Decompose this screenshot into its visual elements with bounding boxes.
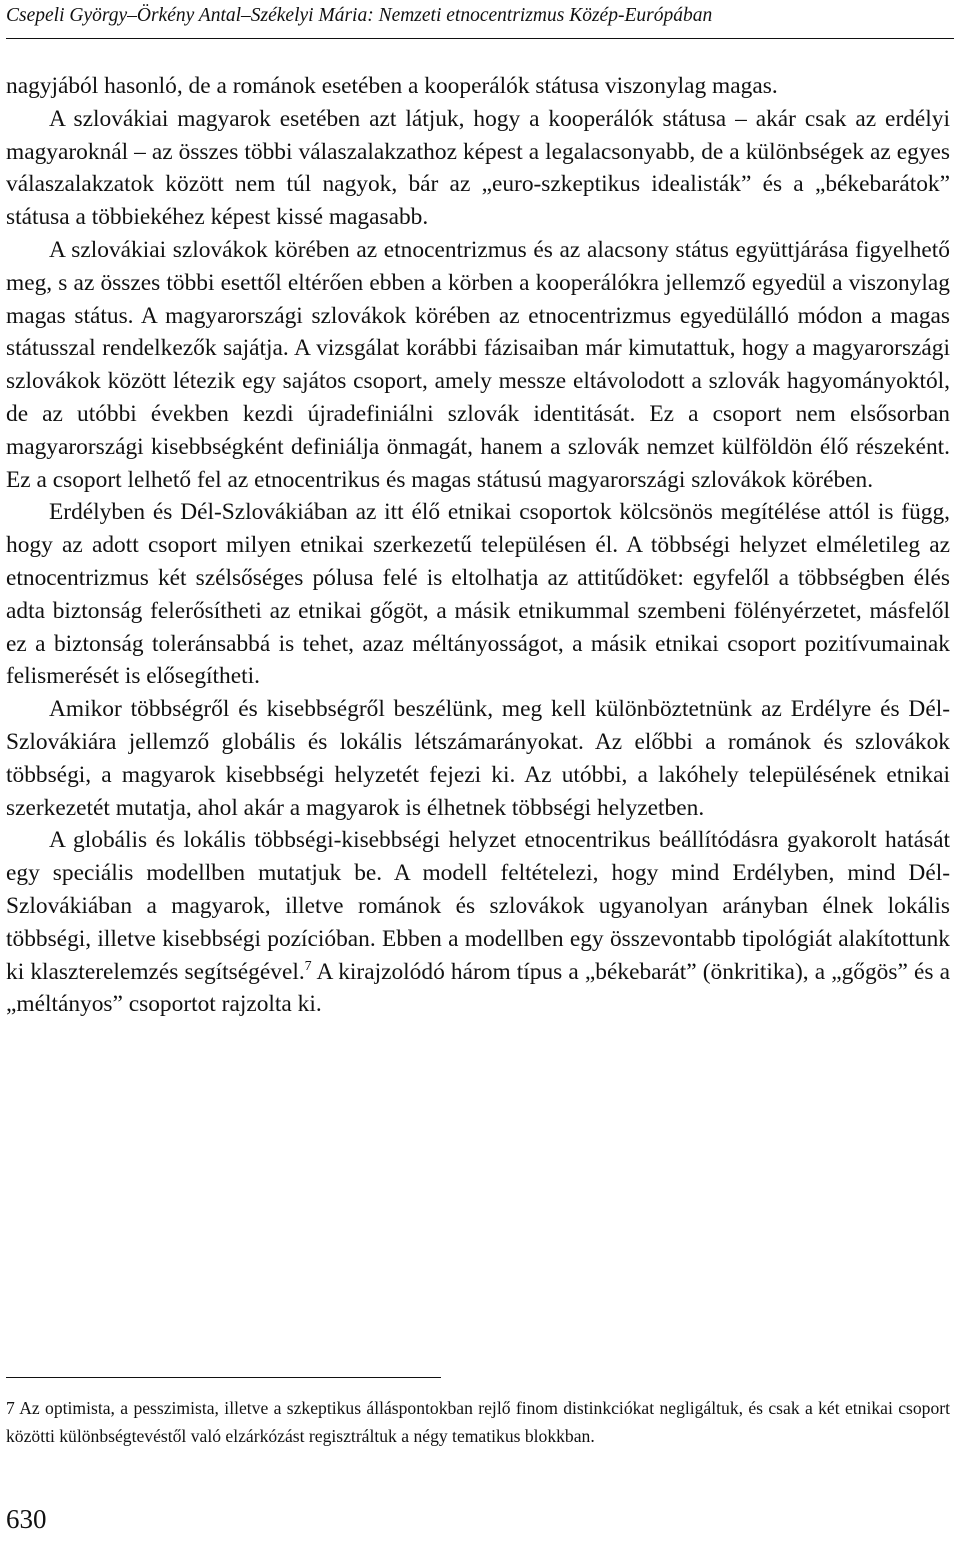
paragraph-text: A szlovákiai magyarok esetében azt látjuk, hogy a kooperálók státusa – akár csak az erdélyi magyaroknál – az összes többi válaszalakzathoz képest a legalacsonyabb, de a különbségek az egyes válaszalakzatok között nem túl nagyok, bár az „euro-szkeptikus idealisták” és a „békebarátok” státusa a többiekéhez képest kissé magasabb. xyxy=(6,105,950,231)
paragraph-text: A globális és lokális többségi-kisebbségi helyzet etnocentrikus beállítódásra gyakorolt hatását egy speciális modellben mutatjuk be. A modell feltételezi, hogy mind Erdélyben, mind Dél-Szlovákiában a magyarok, illetve románok és szlovákok ugyanolyan arányban élnek lokális többségi, illetve kisebbségi pozícióban. Ebben a modellben egy összevontabb tipológiát alakítottunk ki klaszterelemzés segítségével. xyxy=(6,827,950,985)
header-rule xyxy=(6,38,954,39)
paragraph xyxy=(6,496,950,693)
paragraph-text: Erdélyben és Dél-Szlovákiában az itt élő etnikai csoportok kölcsönös megítélése attól is függ, hogy az adott csoport milyen etnikai szerkezetű településen él. A többségi helyzet elméletileg az etnocentrizmus két szélsőséges pólusa felé is eltolhatja az attitűdöket: egyfelől a többségben élés adta biztonság felerősítheti az etnikai gőgöt, a másik etnikummal szembeni fölényérzetet, másfelől ez a biztonság toleránsabbá is tehet, azaz méltányosságot, a másik etnikai csoport pozitívumainak felismerését is elősegítheti. xyxy=(6,499,950,690)
paragraph-text: A kirajzolódó három típus a „békebarát” (önkritika), a „gőgös” és a „méltányos” csoportot rajzolta ki. xyxy=(6,958,950,1018)
paragraph xyxy=(6,70,950,103)
page-number: 630 xyxy=(6,1504,47,1534)
running-header: Csepeli György–Örkény Antal–Székelyi Mária: Nemzeti etnocentrizmus Közép-Európában xyxy=(6,5,713,26)
paragraph xyxy=(6,824,950,1021)
footnote-text: Az optimista, a pesszimista, illetve a szkeptikus álláspontokban rejlő finom distinkciókat negligáltuk, és csak a két etnikai csoport közötti különbségtevéstől való elzárkózást regisztráltuk a négy tematikus blokkban. xyxy=(6,1398,950,1446)
footnote xyxy=(6,1395,950,1450)
paragraph xyxy=(6,103,950,234)
footnote-reference[interactable]: 7 xyxy=(304,958,312,974)
footnote-rule xyxy=(6,1377,441,1378)
body-text xyxy=(6,70,950,1021)
paragraph xyxy=(6,234,950,496)
paragraph xyxy=(6,693,950,824)
paragraph-text: A szlovákiai szlovákok körében az etnocentrizmus és az alacsony státus együttjárása figyelhető meg, s az összes többi esettől eltérően ebben a körben a kooperálókra jellemző egyedül a viszonylag magas státus. A magyarországi szlovákok körében az etnocentrizmus egyedülálló módon a magas státusszal rendelkezők sajátja. A vizsgálat korábbi fázisaiban már kimutattuk, hogy a magyarországi szlovákok között létezik egy sajátos csoport, amely messze eltávolodott a szlovák hagyományoktól, de az utóbbi években kezdi újradefiniálni szlovák identitását. Ez a csoport nem elsősorban magyarországi kisebbségként definiálja önmagát, hanem a szlovák nemzet külföldön élő részeként. Ez a csoport lelhető fel az etnocentrikus és magas státusú magyarországi szlovákok körében. xyxy=(6,236,950,493)
paragraph-text: Amikor többségről és kisebbségről beszélünk, meg kell különböztetnünk az Erdélyre és Dél-Szlovákiára jellemző globális és lokális létszámarányokat. Az előbbi a románok és szlovákok többségi, a magyarok kisebbségi helyzetét fejezi ki. Az utóbbi, a lakóhely településének etnikai szerkezetét mutatja, ahol akár a magyarok is élhetnek többségi helyzetben. xyxy=(6,696,950,821)
footnote-marker: 7 xyxy=(6,1398,15,1418)
paragraph-text: nagyjából hasonló, de a románok esetében a kooperálók státusa viszonylag magas. xyxy=(6,73,778,99)
